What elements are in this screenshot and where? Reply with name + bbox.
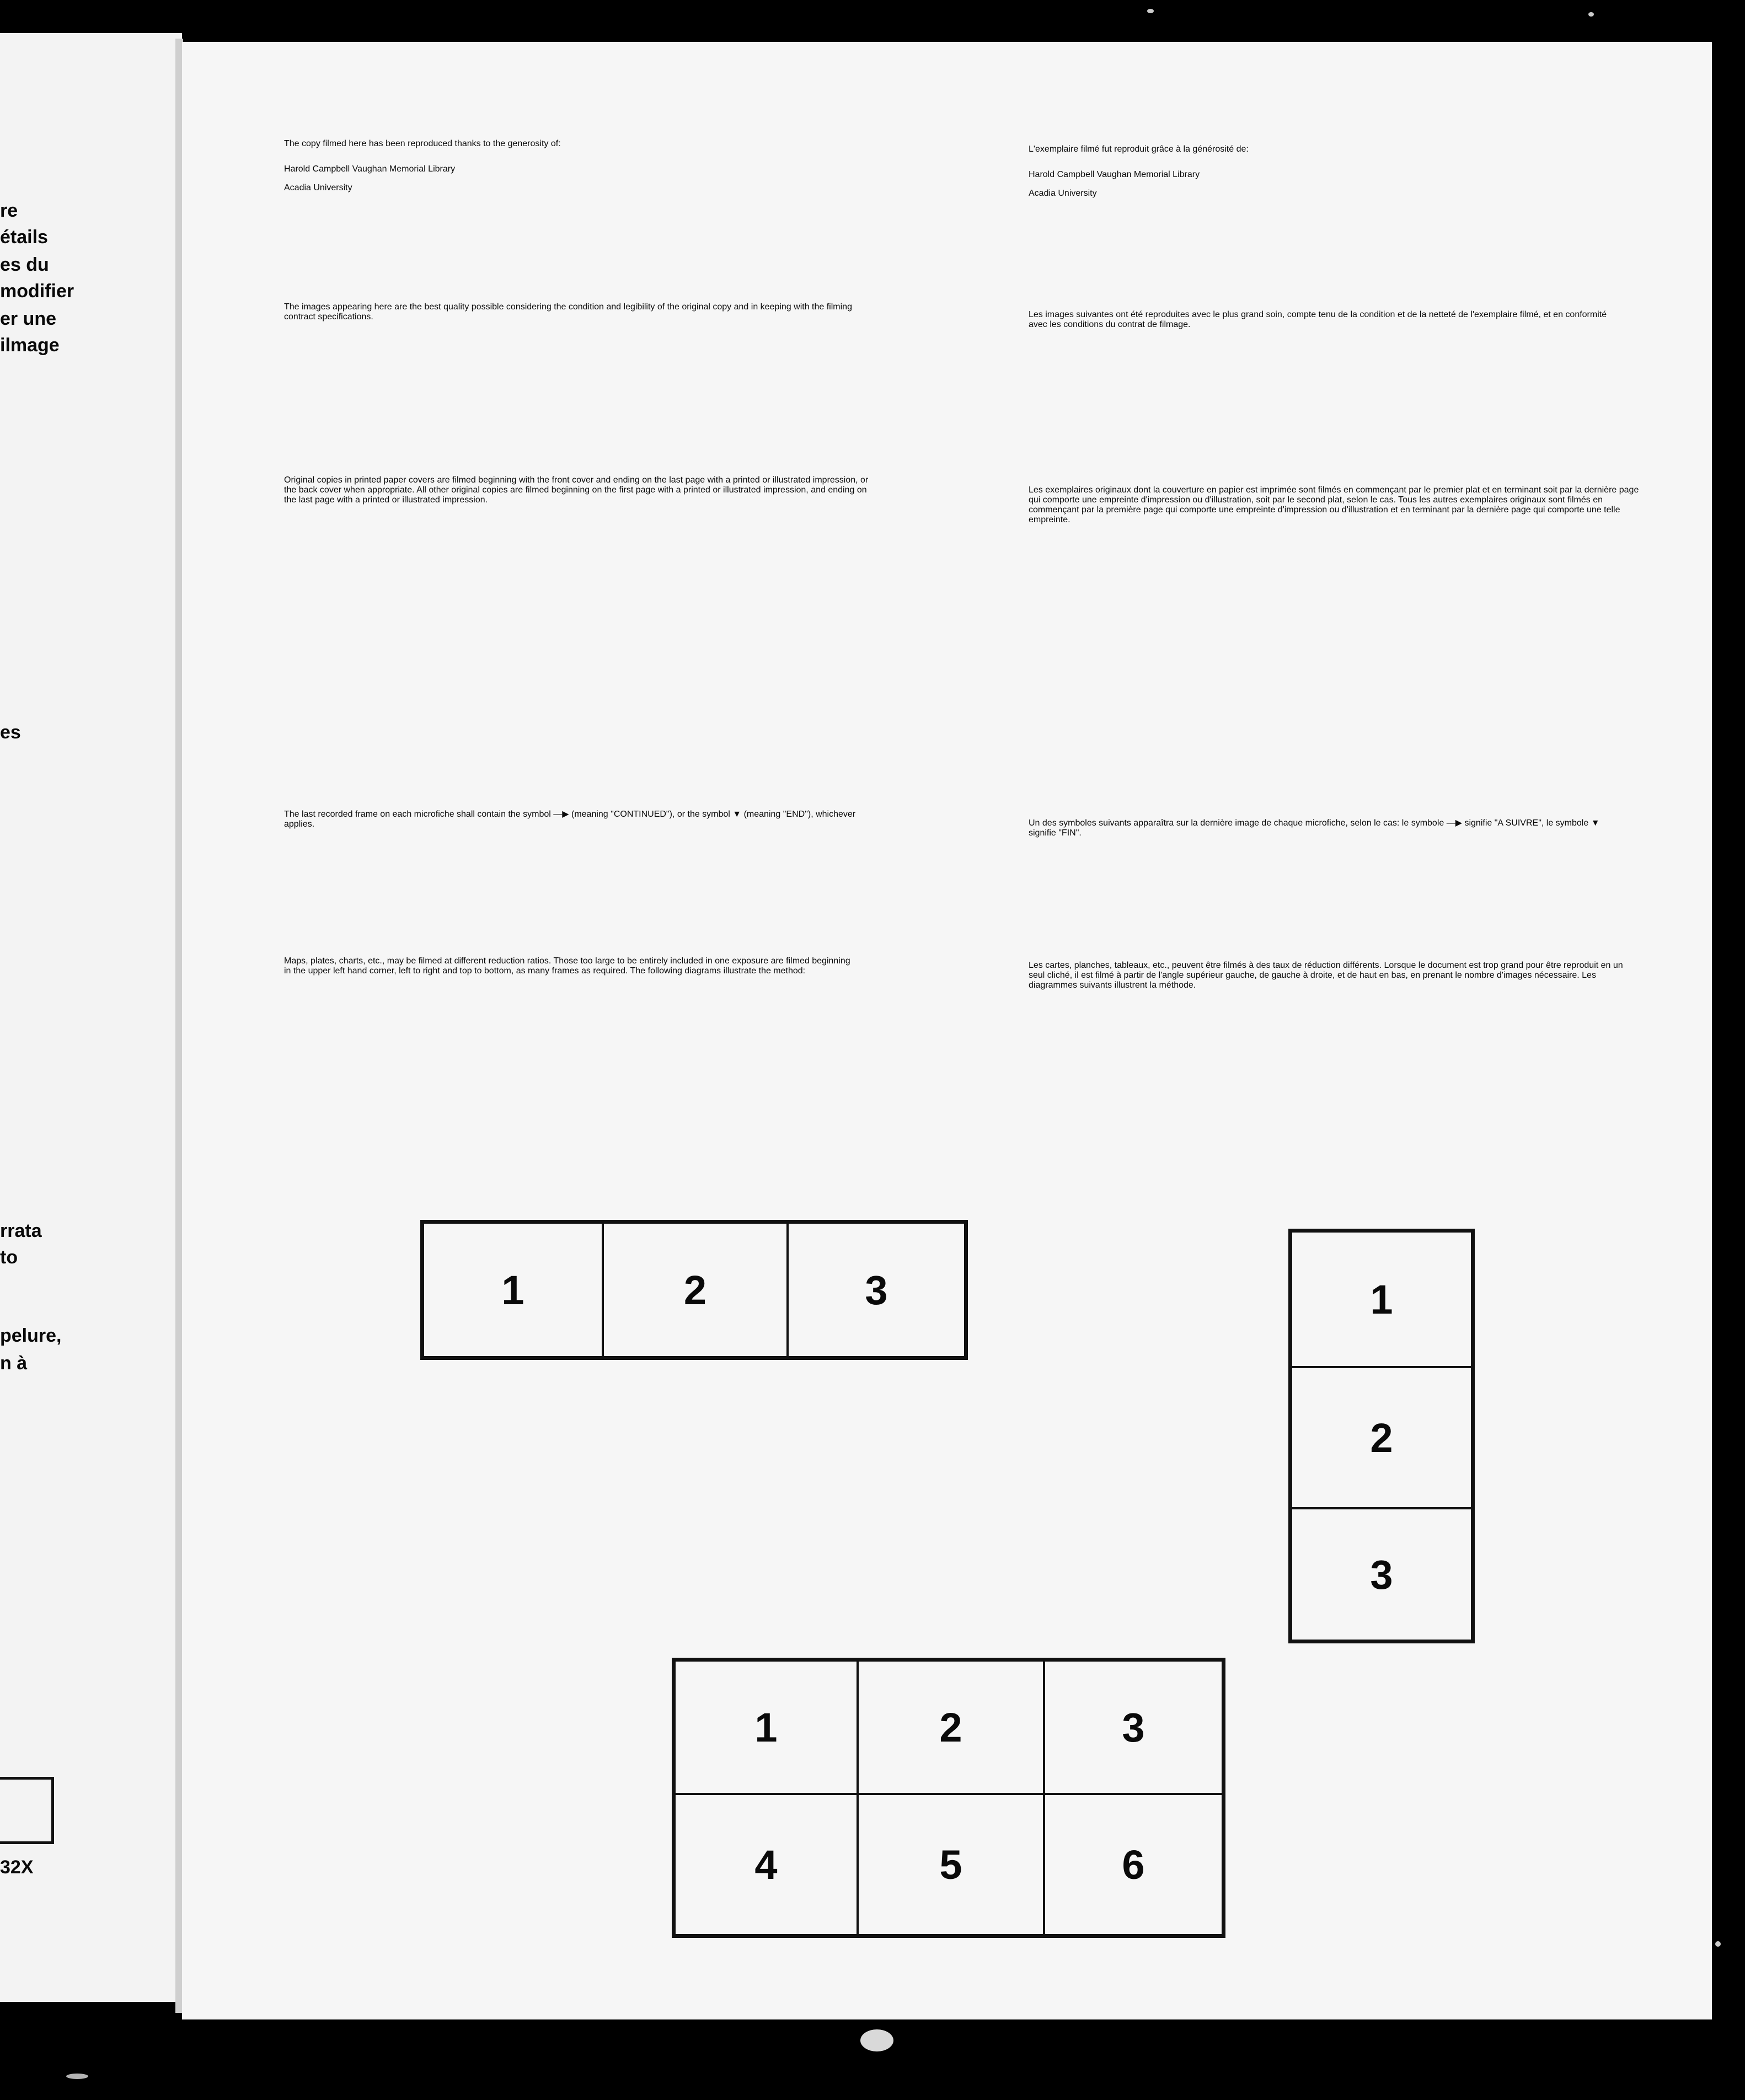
en-thanks-block [284, 130, 902, 202]
diagram-horizontal [420, 1220, 968, 1360]
en-quality: The images appearing here are the best quality possible considering the condition and legibility of the original copy and in keeping with the filming contract specifications. [284, 302, 852, 322]
left-fragment: étails [0, 227, 48, 248]
diagram-cell: 4 [675, 1794, 858, 1935]
diagram-cell: 2 [1291, 1367, 1472, 1508]
en-maps-block [284, 947, 902, 985]
diagram-cell: 2 [858, 1660, 1044, 1794]
diagram-cell: 1 [423, 1223, 603, 1357]
fr-covers-block [1029, 476, 1646, 534]
en-quality-block [284, 293, 902, 331]
left-fragment: es [0, 722, 21, 743]
left-fragment: n à [0, 1353, 28, 1374]
diagram-cell: 6 [1044, 1794, 1223, 1935]
left-fragment: pelure, [0, 1325, 62, 1346]
left-fragment: es du [0, 254, 49, 275]
fr-quality-block [1029, 301, 1646, 339]
diagram-cell: 5 [858, 1794, 1044, 1935]
en-maps: Maps, plates, charts, etc., may be filmed at different reduction ratios. Those too large to be entirely included in one exposure are filmed beginning in the upper left hand corner, left to right and top to bottom, as many frames as required. The following diagrams illustrate the method: [284, 956, 850, 976]
left-fragment: re [0, 200, 18, 221]
left-fragment: ilmage [0, 335, 60, 356]
fr-symbols-block [1029, 808, 1646, 847]
diagram-cell: 3 [1291, 1508, 1472, 1641]
target-page [182, 42, 1712, 2019]
left-page-strip [0, 33, 182, 2002]
dust-speck [66, 2074, 88, 2079]
en-covers: Original copies in printed paper covers are filmed beginning with the front cover and ending on the last page with a printed or illustrated impression, or the back cover when appropriate. All other original copies are filmed beginning on the first page with a printed or illustrated impression, and ending on the last page with a printed or illustrated impression. [284, 475, 869, 505]
left-frame-box [0, 1777, 54, 1844]
diagram-cell: 1 [675, 1660, 858, 1794]
fr-symbols: Un des symboles suivants apparaîtra sur la dernière image de chaque microfiche, selon le cas: le symbole —▶ signifie "A SUIVRE", le symbole ▼ signifie "FIN". [1029, 818, 1600, 838]
left-fragment: to [0, 1247, 18, 1268]
fr-covers: Les exemplaires originaux dont la couverture en papier est imprimée sont filmés en commençant par le premier plat et en terminant soit par la dernière page qui comporte une empreinte d'impression ou d'illustration, soit par le second plat, selon le cas. Tous les autres exemplaires originaux sont filmés en commençant par la première page qui comporte une empreinte d'impression ou d'illustration et en terminant par la dernière page qui comporte une telle empreinte. [1029, 485, 1639, 524]
diagram-cell: 1 [1291, 1231, 1472, 1367]
left-fragment: rrata [0, 1220, 42, 1241]
fr-quality: Les images suivantes ont été reproduites avec le plus grand soin, compte tenu de la condition et de la netteté de l'exemplaire filmé, et en conformité avec les conditions du contrat de filmage. [1029, 310, 1607, 329]
dust-speck [1588, 12, 1594, 17]
dust-speck [1715, 1941, 1721, 1947]
diagram-cell: 3 [788, 1223, 965, 1357]
left-fragment: er une [0, 308, 57, 329]
fr-maps-block [1029, 952, 1646, 999]
en-symbols: The last recorded frame on each microfiche shall contain the symbol —▶ (meaning "CONTINUED"), or the symbol ▼ (meaning "END"), whichever applies. [284, 810, 856, 829]
fr-maps: Les cartes, planches, tableaux, etc., peuvent être filmés à des taux de réduction différents. Lorsque le document est trop grand pour être reproduit en un seul cliché, il est filmé à partir de l'angle supérieur gauche, de gauche à droite, et de haut en bas, en prenant le nombre d'images nécessaire. Les diagrammes suivants illustrent la méthode. [1029, 961, 1623, 990]
en-symbols-block [284, 800, 902, 838]
diagram-cell: 3 [1044, 1660, 1223, 1794]
fr-thanks-block [1029, 136, 1646, 207]
en-library-name: Harold Campbell Vaughan Memorial Library [284, 164, 456, 174]
diagram-vertical [1288, 1229, 1475, 1643]
dust-speck [1147, 9, 1154, 13]
fr-university: Acadia University [1029, 189, 1097, 198]
left-fragment: modifier [0, 281, 74, 302]
fr-library-name: Harold Campbell Vaughan Memorial Library [1029, 170, 1200, 179]
dust-speck [860, 2029, 893, 2051]
en-university: Acadia University [284, 183, 352, 192]
en-covers-block [284, 467, 902, 514]
diagram-grid [672, 1658, 1225, 1938]
en-thanks: The copy filmed here has been reproduced thanks to the generosity of: [284, 139, 561, 148]
diagram-cell: 2 [603, 1223, 788, 1357]
left-fragment: 32X [0, 1857, 34, 1878]
fr-thanks: L'exemplaire filmé fut reproduit grâce à la générosité de: [1029, 144, 1249, 154]
